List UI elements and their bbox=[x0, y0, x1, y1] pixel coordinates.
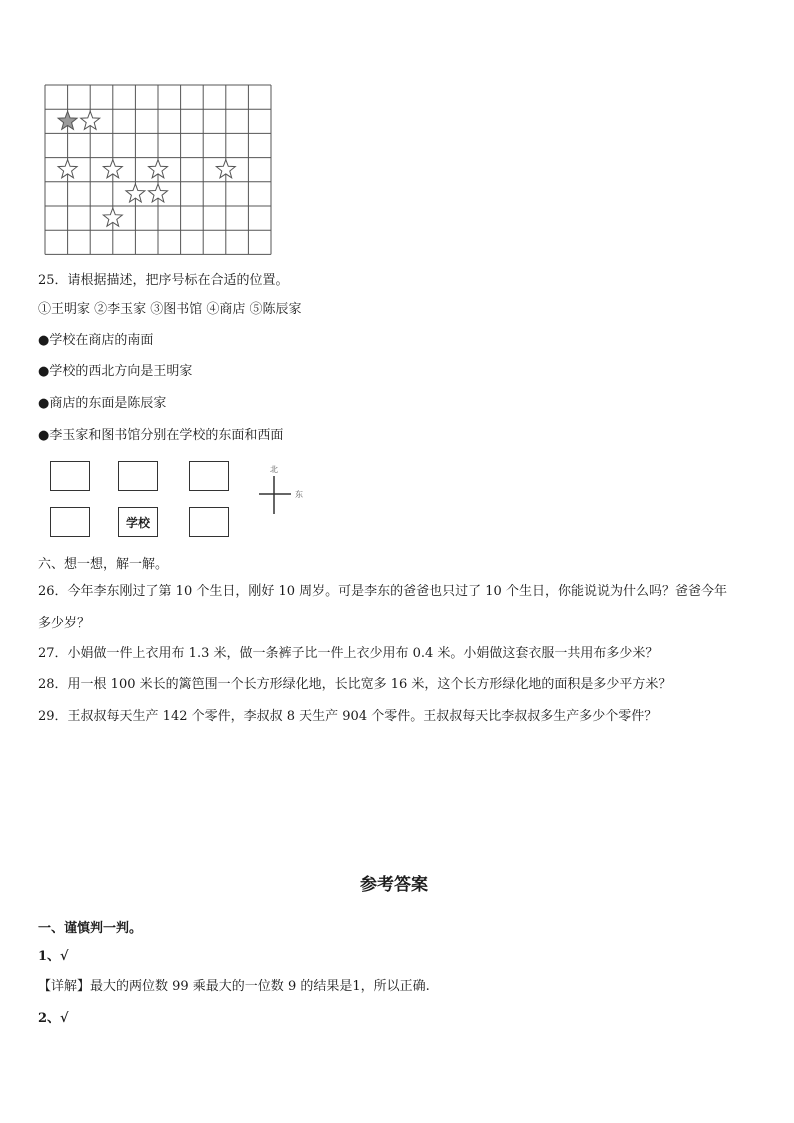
answer-1-detail: 【详解】最大的两位数 99 乘最大的一位数 9 的结果是1，所以正确. bbox=[38, 979, 430, 994]
map-box-school bbox=[118, 507, 158, 537]
q25-options: ①王明家 ②李玉家 ③图书馆 ④商店 ⑤陈辰家 bbox=[38, 302, 302, 317]
star-grid-figure bbox=[44, 84, 272, 256]
answers-title: 参考答案 bbox=[360, 875, 428, 895]
compass-north-label: 北 bbox=[270, 465, 278, 474]
q25-clue-1: ●学校在商店的南面 bbox=[38, 333, 154, 348]
map-box-bottom-left[interactable] bbox=[50, 507, 90, 537]
map-box-top-left[interactable] bbox=[50, 461, 90, 491]
section6-heading: 六、想一想，解一解。 bbox=[38, 557, 169, 572]
map-box-top-middle[interactable] bbox=[118, 461, 158, 491]
compass-icon bbox=[257, 465, 303, 516]
q26-line-1: 26．今年李东刚过了第 10 个生日，刚好 10 周岁。可是李东的爸爸也只过了 10 个生日，你能说说为什么吗？爸爸今年 bbox=[38, 584, 727, 599]
school-label: 学校 bbox=[125, 516, 150, 530]
q25-clue-3: ●商店的东面是陈辰家 bbox=[38, 396, 167, 411]
map-box-top-right[interactable] bbox=[189, 461, 229, 491]
q26-line-2: 多少岁？ bbox=[38, 616, 91, 631]
q29: 29．王叔叔每天生产 142 个零件，李叔叔 8 天生产 904 个零件。王叔叔每天比李叔叔多生产多少个零件？ bbox=[38, 709, 658, 724]
q25-clue-2: ●学校的西北方向是王明家 bbox=[38, 364, 193, 379]
q27: 27．小娟做一件上衣用布 1.3 米，做一条裤子比一件上衣少用布 0.4 米。小娟做这套衣服一共用布多少米？ bbox=[38, 646, 659, 661]
q28: 28．用一根 100 米长的篱笆围一个长方形绿化地，长比宽多 16 米，这个长方形绿化地的面积是多少平方米？ bbox=[38, 677, 672, 692]
map-box-bottom-right[interactable] bbox=[189, 507, 229, 537]
answer-2: 2、√ bbox=[38, 1011, 69, 1026]
q25-stem: 25．请根据描述，把序号标在合适的位置。 bbox=[38, 273, 289, 288]
q25-clue-4: ●李玉家和图书馆分别在学校的东面和西面 bbox=[38, 428, 284, 443]
answer-1: 1、√ bbox=[38, 949, 69, 964]
compass-east-label: 东 bbox=[295, 490, 303, 499]
answers-section1: 一、谨慎判一判。 bbox=[38, 921, 143, 936]
